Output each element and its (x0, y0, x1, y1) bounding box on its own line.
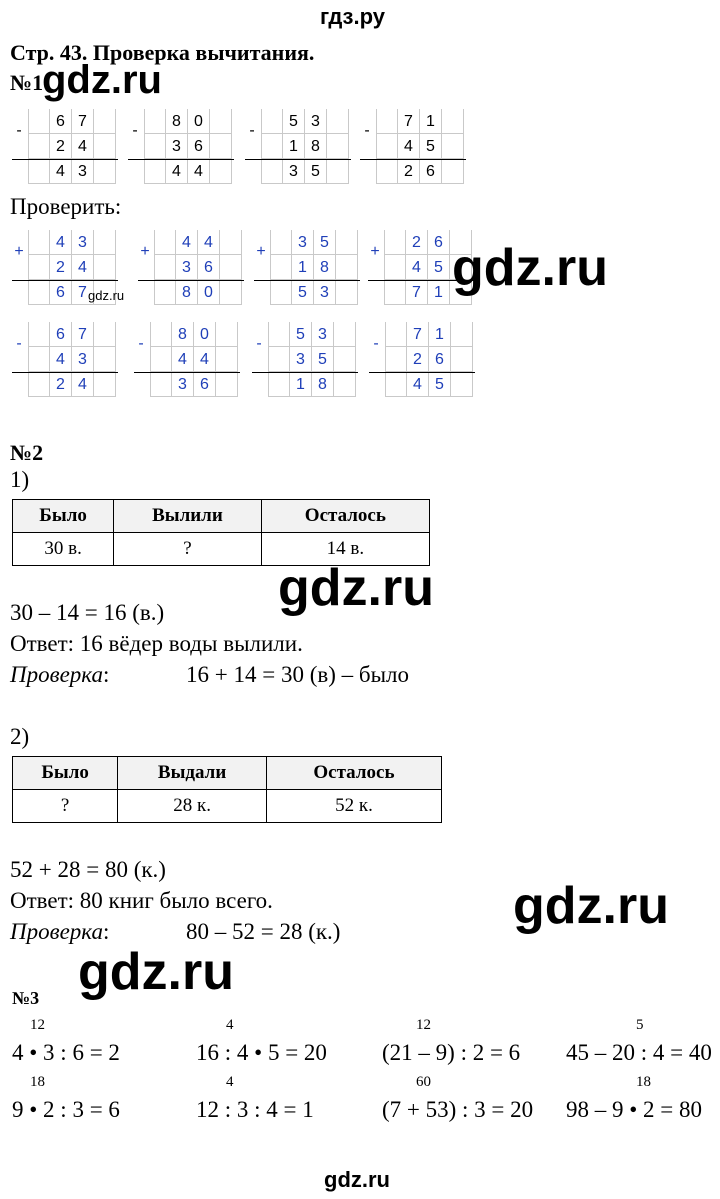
digit-cell (94, 372, 116, 397)
expression: (21 – 9) : 2 = 6 (382, 1040, 521, 1065)
digit-cell: 2 (407, 347, 429, 372)
digit-cell (150, 347, 172, 372)
result-line (252, 372, 358, 373)
watermark-top: гдз.ру (320, 4, 385, 29)
task1-label: №1 (10, 70, 44, 95)
digit-cell (451, 347, 473, 372)
digit-cell: 4 (398, 134, 420, 159)
table-cell: ? (114, 533, 262, 566)
digit-cell: 6 (420, 159, 442, 184)
expression: 12 : 3 : 4 = 1 (196, 1097, 314, 1122)
check-colon: : (103, 662, 110, 687)
digit-cell (442, 134, 464, 159)
digit-cell (336, 230, 358, 255)
result-line (369, 372, 475, 373)
task2-part1-check: 16 + 14 = 30 (в) – было (186, 662, 410, 687)
digit-cell: 5 (314, 230, 336, 255)
digit-cell (376, 109, 398, 134)
digit-cell (451, 372, 473, 397)
digit-cell (384, 255, 406, 280)
digit-cell: 2 (50, 134, 72, 159)
table-cell: 14 в. (261, 533, 429, 566)
digit-cell: 4 (50, 347, 72, 372)
task2-part1-check-row (10, 662, 109, 688)
table-header: Выдали (118, 757, 267, 790)
digit-cell: 6 (194, 372, 216, 397)
digit-cell: 6 (50, 280, 72, 305)
intermediate-result: 18 (30, 1074, 45, 1090)
digit-cell (327, 134, 349, 159)
task2-table1 (12, 499, 430, 566)
digit-cell (28, 230, 50, 255)
digit-cell (28, 322, 50, 347)
task2-part2-solution: 52 + 28 = 80 (к.) (10, 857, 166, 882)
digit-cell (270, 280, 292, 305)
operation-sign: - (132, 122, 138, 139)
digit-cell: 3 (312, 322, 334, 347)
expression: 9 • 2 : 3 = 6 (12, 1097, 120, 1122)
digit-cell (261, 109, 283, 134)
result-line (245, 159, 351, 160)
digit-cell: 3 (283, 159, 305, 184)
digit-cell: 8 (312, 372, 334, 397)
watermark-5: gdz.ru (78, 943, 234, 1001)
digit-cell (376, 159, 398, 184)
digit-cell (268, 372, 290, 397)
expression: 4 • 3 : 6 = 2 (12, 1040, 120, 1065)
digit-cell: 5 (290, 322, 312, 347)
digit-cell (210, 134, 232, 159)
digit-cell (336, 280, 358, 305)
digit-cell: 6 (188, 134, 210, 159)
operation-sign: + (370, 243, 380, 260)
digit-grid (150, 322, 238, 397)
digit-cell: 1 (292, 255, 314, 280)
digit-cell: 6 (428, 230, 450, 255)
digit-cell (384, 230, 406, 255)
watermark-3: gdz.ru (278, 559, 434, 617)
digit-cell (154, 230, 176, 255)
operation-sign: + (14, 243, 24, 260)
digit-cell: 8 (305, 134, 327, 159)
watermark-2: gdz.ru (452, 239, 608, 297)
digit-cell: 4 (72, 372, 94, 397)
digit-cell: 3 (172, 372, 194, 397)
digit-cell: 6 (50, 322, 72, 347)
intermediate-result: 18 (636, 1074, 651, 1090)
digit-cell: 0 (198, 280, 220, 305)
digit-cell (385, 372, 407, 397)
digit-cell (451, 322, 473, 347)
digit-cell (216, 372, 238, 397)
digit-cell (94, 255, 116, 280)
digit-cell: 1 (429, 322, 451, 347)
digit-cell (270, 230, 292, 255)
digit-cell (268, 347, 290, 372)
digit-cell (220, 280, 242, 305)
digit-cell: 5 (283, 109, 305, 134)
operation-sign: + (140, 243, 150, 260)
digit-cell (28, 134, 50, 159)
digit-cell (28, 347, 50, 372)
digit-cell (385, 347, 407, 372)
watermark-4: gdz.ru (513, 877, 669, 935)
table-header: Вылили (114, 500, 262, 533)
digit-cell: 2 (398, 159, 420, 184)
digit-cell: 5 (312, 347, 334, 372)
intermediate-result: 60 (416, 1074, 431, 1090)
operation-sign: - (16, 335, 22, 352)
digit-cell (94, 134, 116, 159)
digit-cell: 8 (314, 255, 336, 280)
digit-cell: 3 (292, 230, 314, 255)
digit-cell (150, 372, 172, 397)
check-colon: : (103, 919, 110, 944)
table-cell: 28 к. (118, 790, 267, 823)
table-header: Было (13, 757, 118, 790)
check-label: Проверка (10, 919, 103, 944)
digit-cell: 7 (72, 280, 94, 305)
digit-cell: 5 (429, 372, 451, 397)
digit-cell (28, 159, 50, 184)
digit-cell (28, 109, 50, 134)
digit-cell: 5 (428, 255, 450, 280)
digit-cell: 4 (50, 230, 72, 255)
digit-cell: 1 (290, 372, 312, 397)
digit-cell (268, 322, 290, 347)
digit-cell: 4 (194, 347, 216, 372)
digit-cell: 7 (398, 109, 420, 134)
digit-cell: 3 (305, 109, 327, 134)
digit-cell (28, 280, 50, 305)
operation-sign: - (138, 335, 144, 352)
digit-cell (334, 347, 356, 372)
digit-cell: 4 (72, 255, 94, 280)
digit-grid (28, 322, 116, 397)
digit-cell (334, 372, 356, 397)
digit-grid (376, 109, 464, 184)
result-line (12, 372, 118, 373)
watermark-1: gdz.ru (42, 58, 162, 102)
operation-sign: - (373, 335, 379, 352)
operation-sign: - (256, 335, 262, 352)
table-header: Осталось (261, 500, 429, 533)
digit-cell: 1 (420, 109, 442, 134)
expression: 98 – 9 • 2 = 80 (566, 1097, 703, 1122)
task1-check-label: Проверить: (10, 194, 122, 219)
digit-cell (144, 134, 166, 159)
result-line (12, 280, 118, 281)
digit-grid (261, 109, 349, 184)
digit-cell: 8 (166, 109, 188, 134)
digit-cell: 3 (290, 347, 312, 372)
digit-grid (144, 109, 232, 184)
digit-cell (376, 134, 398, 159)
digit-cell: 5 (292, 280, 314, 305)
digit-grid (385, 322, 473, 397)
task2-part1-answer: Ответ: 16 вёдер воды вылили. (10, 631, 303, 656)
operation-sign: - (249, 122, 255, 139)
digit-cell: 3 (314, 280, 336, 305)
digit-cell (28, 255, 50, 280)
digit-cell (94, 322, 116, 347)
task2-part2-num: 2) (10, 724, 30, 749)
digit-grid (270, 230, 358, 305)
digit-cell: 7 (406, 280, 428, 305)
digit-cell: 6 (198, 255, 220, 280)
watermark-small: gdz.ru (88, 288, 125, 303)
digit-cell: 3 (72, 159, 94, 184)
digit-cell (336, 255, 358, 280)
digit-cell: 7 (407, 322, 429, 347)
digit-cell (270, 255, 292, 280)
table-cell: 52 к. (266, 790, 441, 823)
digit-cell: 2 (50, 372, 72, 397)
digit-grid (268, 322, 356, 397)
digit-cell: 2 (50, 255, 72, 280)
intermediate-result: 12 (416, 1017, 431, 1033)
expression: 45 – 20 : 4 = 40 (566, 1040, 712, 1065)
task3-label: №3 (12, 988, 40, 1008)
digit-cell (94, 159, 116, 184)
table-cell: 30 в. (13, 533, 114, 566)
digit-cell (442, 159, 464, 184)
task2-label: №2 (10, 440, 44, 465)
table-cell: ? (13, 790, 118, 823)
watermark-bottom: gdz.ru (324, 1167, 390, 1192)
digit-cell (385, 322, 407, 347)
result-line (12, 159, 118, 160)
digit-cell (94, 347, 116, 372)
task2-table2 (12, 756, 442, 823)
digit-cell: 6 (50, 109, 72, 134)
digit-cell: 4 (407, 372, 429, 397)
digit-cell: 7 (72, 109, 94, 134)
intermediate-result: 4 (226, 1074, 234, 1090)
intermediate-result: 4 (226, 1017, 234, 1033)
operation-sign: + (256, 243, 266, 260)
digit-cell (154, 255, 176, 280)
digit-cell: 3 (176, 255, 198, 280)
digit-cell (144, 109, 166, 134)
digit-cell: 3 (166, 134, 188, 159)
result-line (134, 372, 240, 373)
digit-cell (216, 347, 238, 372)
table-header: Осталось (266, 757, 441, 790)
expression: (7 + 53) : 3 = 20 (382, 1097, 534, 1122)
digit-cell (210, 109, 232, 134)
expression: 16 : 4 • 5 = 20 (196, 1040, 327, 1065)
digit-cell: 8 (172, 322, 194, 347)
digit-cell (220, 255, 242, 280)
digit-cell (144, 159, 166, 184)
digit-cell: 4 (72, 134, 94, 159)
operation-sign: - (16, 122, 22, 139)
digit-cell (216, 322, 238, 347)
digit-cell: 4 (176, 230, 198, 255)
digit-cell: 3 (72, 230, 94, 255)
digit-cell: 3 (72, 347, 94, 372)
digit-cell (327, 109, 349, 134)
digit-cell: 5 (420, 134, 442, 159)
digit-cell (327, 159, 349, 184)
digit-cell: 4 (166, 159, 188, 184)
intermediate-result: 12 (30, 1017, 45, 1033)
digit-cell: 4 (198, 230, 220, 255)
operation-sign: - (364, 122, 370, 139)
result-line (138, 280, 244, 281)
result-line (254, 280, 360, 281)
digit-cell (334, 322, 356, 347)
digit-cell: 4 (50, 159, 72, 184)
task2-part2-check: 80 – 52 = 28 (к.) (186, 919, 341, 944)
task2-part1-num: 1) (10, 467, 30, 492)
digit-cell (28, 372, 50, 397)
digit-cell (261, 134, 283, 159)
digit-cell: 4 (406, 255, 428, 280)
result-line (128, 159, 234, 160)
digit-cell (384, 280, 406, 305)
digit-cell: 0 (188, 109, 210, 134)
digit-cell (94, 230, 116, 255)
digit-cell: 6 (429, 347, 451, 372)
task2-part2-answer: Ответ: 80 книг было всего. (10, 888, 273, 913)
digit-cell (220, 230, 242, 255)
digit-cell: 5 (305, 159, 327, 184)
digit-cell: 0 (194, 322, 216, 347)
digit-cell (154, 280, 176, 305)
digit-cell (150, 322, 172, 347)
digit-grid (154, 230, 242, 305)
digit-cell: 7 (72, 322, 94, 347)
digit-cell: 4 (188, 159, 210, 184)
digit-cell: 1 (283, 134, 305, 159)
result-line (360, 159, 466, 160)
digit-cell: 1 (428, 280, 450, 305)
task2-part1-solution: 30 – 14 = 16 (в.) (10, 600, 165, 625)
table-header: Было (13, 500, 114, 533)
digit-cell (261, 159, 283, 184)
digit-cell: 2 (406, 230, 428, 255)
digit-cell (94, 109, 116, 134)
digit-grid (28, 109, 116, 184)
intermediate-result: 5 (636, 1017, 644, 1033)
digit-cell: 4 (172, 347, 194, 372)
digit-cell (442, 109, 464, 134)
page-title: Стр. 43. Проверка вычитания. (10, 40, 315, 65)
check-label: Проверка (10, 662, 103, 687)
digit-cell (210, 159, 232, 184)
digit-cell: 8 (176, 280, 198, 305)
